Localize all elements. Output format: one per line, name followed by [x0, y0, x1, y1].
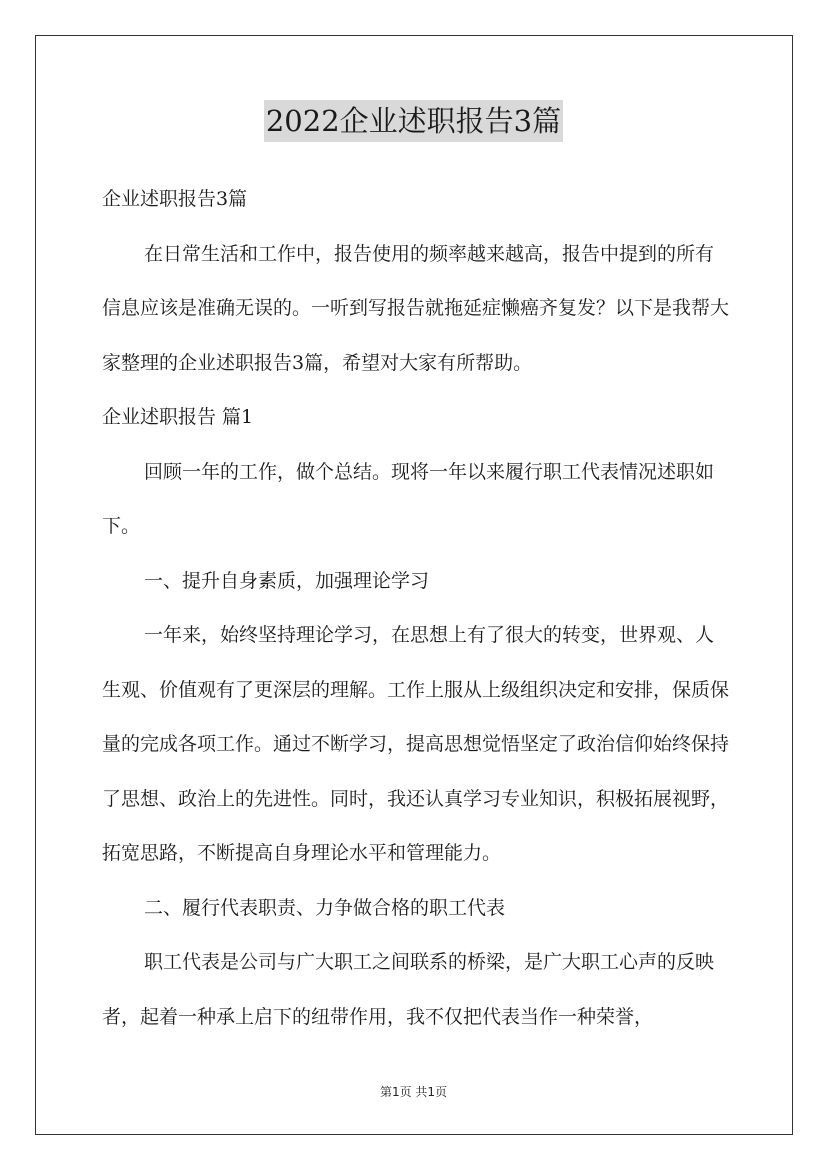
document-title: 2022企业述职报告3篇 — [264, 100, 563, 142]
paragraph: 二、履行代表职责、力争做合格的职工代表 — [144, 896, 506, 919]
title-wrap — [0, 100, 827, 142]
paragraph: 一年来，始终坚持理论学习，在思想上有了很大的转变，世界观、人生观、价值观有了更深层的理解。工作上服从上级组织决定和安排，保质保量的完成各项工作。通过不断学习，提高思想觉悟坚定了政治信仰始终保持了思想、政治上的先进性。同时，我还认真学习专业知识，积极拓展视野，拓宽思路，不断提高自身理论水平和管理能力。 — [102, 624, 730, 864]
document-body — [102, 172, 732, 1044]
paragraph: 企业述职报告3篇 — [102, 188, 248, 210]
paragraph: 在日常生活和工作中，报告使用的频率越来越高，报告中提到的所有信息应该是准确无误的。一听到写报告就拖延症懒癌齐复发？以下是我帮大家整理的企业述职报告3篇，希望对大家有所帮助。 — [102, 242, 730, 374]
paragraph: 回顾一年的工作，做个总结。现将一年以来履行职工代表情况述职如下。 — [102, 460, 715, 537]
paragraph: 企业述职报告 篇1 — [102, 406, 254, 428]
page-footer: 第1页 共1页 — [379, 1085, 448, 1099]
paragraph: 职工代表是公司与广大职工之间联系的桥梁，是广大职工心声的反映者，起着一种承上启下的纽带作用，我不仅把代表当作一种荣誉， — [102, 951, 715, 1028]
paragraph: 一、提升自身素质，加强理论学习 — [144, 569, 430, 592]
